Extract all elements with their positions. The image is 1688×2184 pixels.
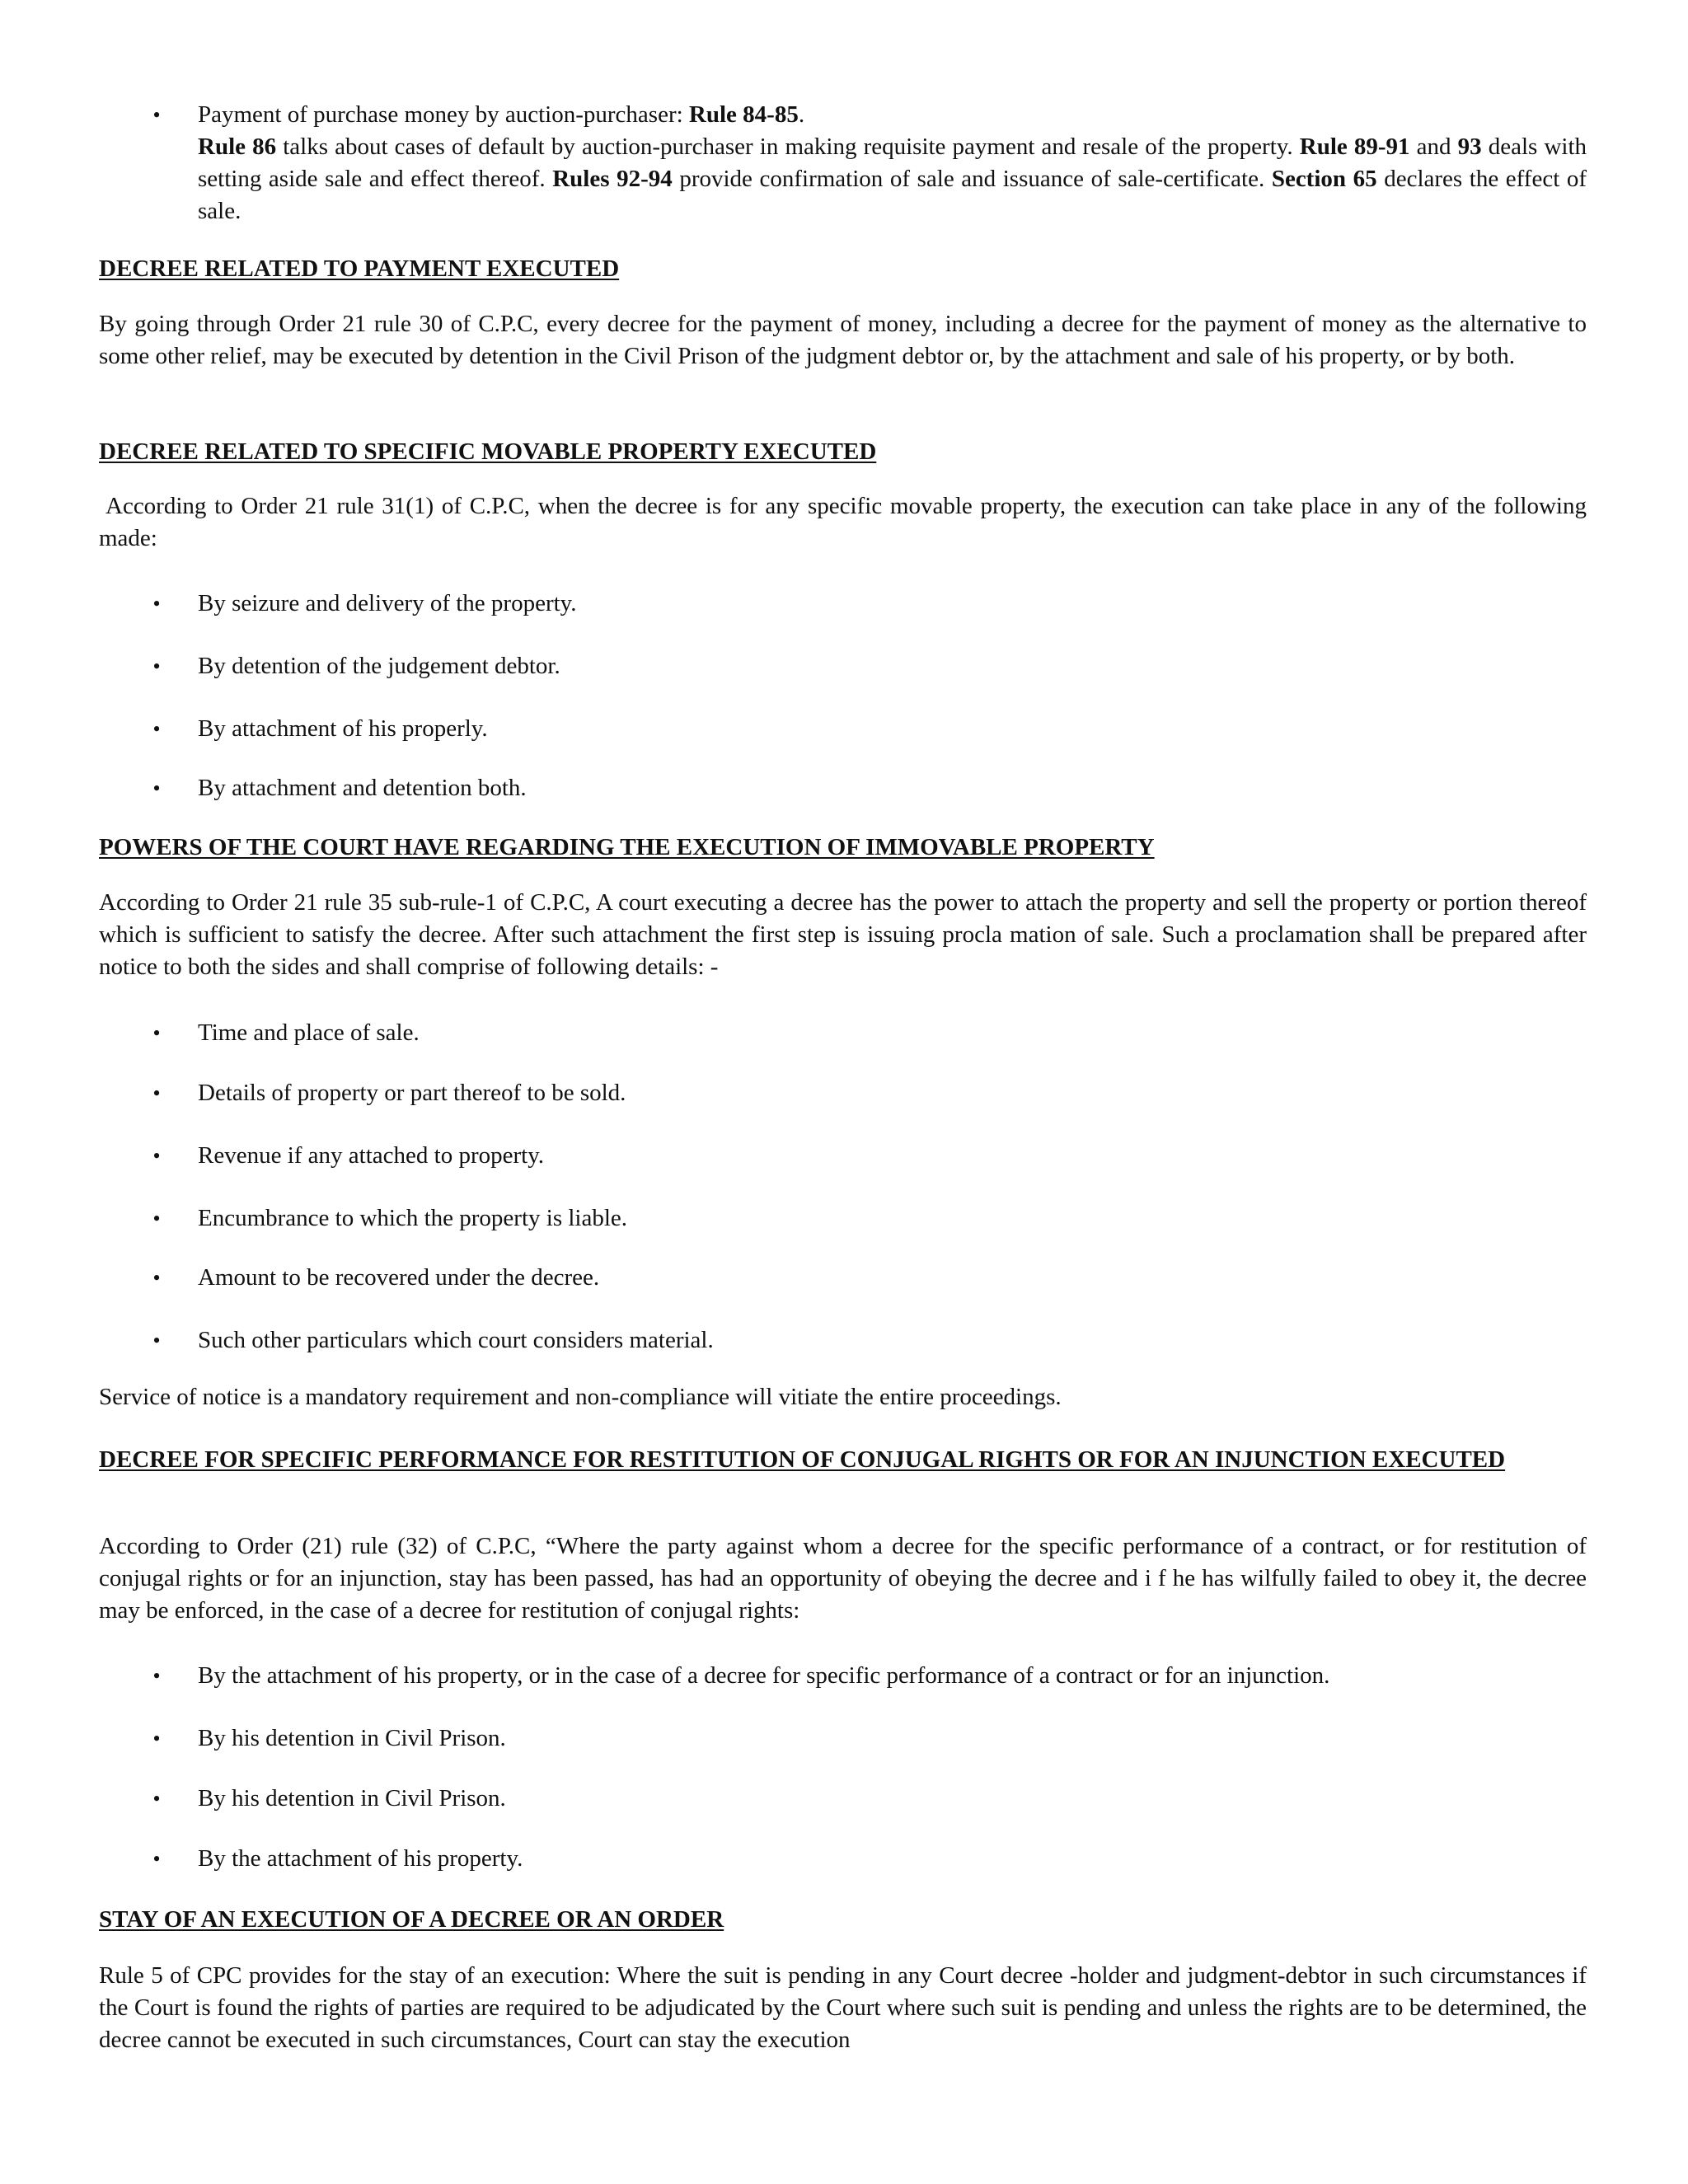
bullet-marker: • (152, 1081, 161, 1105)
bullet-marker: • (152, 776, 161, 800)
rule-89-91-ref: Rule 89-91 (1299, 134, 1410, 160)
paragraph-immovable-text: According to Order 21 rule 35 sub-rule-1 of C.P.C, A court executing a decree has the power to attach the property and sell the property or portion thereof which is sufficient to satisfy the decree. After such attachment the first step is issuing procla mation of sale. Such a proclamation shall be prepared after notice to both the sides and shall comprise of following details: - (99, 889, 1587, 980)
intro-line1-text: Payment of purchase money by auction-purchaser: (198, 101, 689, 128)
list-item-text: Time and place of sale. (198, 1019, 420, 1046)
list-item-text: Such other particulars which court considers material. (198, 1327, 714, 1353)
rule-93-ref: 93 (1457, 134, 1482, 160)
paragraph-movable-text: According to Order 21 rule 31(1) of C.P.C, when the decree is for any specific movable property, the execution can take place in any of the following made: (99, 493, 1587, 551)
list-item-text: By attachment of his properly. (198, 715, 488, 742)
heading-immovable-property: POWERS OF THE COURT HAVE REGARDING THE EXECUTION OF IMMOVABLE PROPERTY (99, 834, 1155, 860)
bullet-marker: • (152, 1144, 161, 1168)
intro-bullet-text (198, 99, 1587, 227)
bullet-marker: • (152, 717, 161, 741)
list-item-text: Details of property or part thereof to be sold. (198, 1080, 626, 1106)
paragraph-payment-text: By going through Order 21 rule 30 of C.P.C, every decree for the payment of money, including a decree for the payment of money as the alternative to some other relief, may be executed by detention in the Civil Prison of the judgment debtor or, by the attachment and sale of his property, or by both. (99, 311, 1587, 369)
bullet-marker: • (152, 1664, 161, 1688)
bullet-marker: • (152, 592, 161, 616)
bullet-marker: • (152, 1847, 161, 1871)
section-65-ref: Section 65 (1271, 166, 1377, 192)
list-item-text: By seizure and delivery of the property. (198, 590, 577, 616)
section-65-text: declares the effect of sale. (198, 166, 1587, 224)
bullet-marker: • (152, 1329, 161, 1352)
paragraph-notice (99, 1381, 1587, 1413)
paragraph-specific-performance (99, 1530, 1587, 1627)
intro-line1-end: . (798, 101, 805, 128)
list-item-text: By detention of the judgement debtor. (198, 653, 560, 679)
list-item-text: By the attachment of his property. (198, 1845, 523, 1872)
paragraph-payment (99, 308, 1587, 373)
paragraph-specific-performance-text: According to Order (21) rule (32) of C.P.C, “Where the party against whom a decree for the specific performance of a contract, or for restitution of conjugal rights or for an injunction, stay has been passed, has had an opportunity of obeying the decree and i f he has wilfully failed to obey it, the decree may be enforced, in the case of a decree for restitution of conjugal rights: (99, 1533, 1587, 1624)
bullet-marker: • (152, 1266, 161, 1290)
paragraph-notice-text: Service of notice is a mandatory requirement and non-compliance will vitiate the entire proceedings. (99, 1384, 1062, 1410)
rules-92-94-ref: Rules 92-94 (552, 166, 673, 192)
heading-specific-performance: DECREE FOR SPECIFIC PERFORMANCE FOR RESTITUTION OF CONJUGAL RIGHTS OR FOR AN INJUNCTION EXECUTED (99, 1446, 1506, 1473)
rule-84-85-ref: Rule 84-85 (688, 101, 799, 128)
paragraph-stay-text: Rule 5 of CPC provides for the stay of an execution: Where the suit is pending in any Court decree -holder and judgment-debtor in such circumstances if the Court is found the rights of parties are required to be adjudicated by the Court where such suit is pending and unless the rights are to be determined, the decree cannot be executed in such circumstances, Court can stay the execution (99, 1962, 1587, 2053)
list-item-text: Amount to be recovered under the decree. (198, 1264, 600, 1291)
set-aside-text: deals with setting aside sale and effect thereof. (198, 134, 1587, 192)
bullet-marker: • (152, 1787, 161, 1811)
paragraph-movable-property (99, 490, 1587, 555)
list-item-text: By the attachment of his property, or in the case of a decree for specific performance of a contract or for an injunction. (198, 1662, 1330, 1689)
bullet-marker: • (152, 1727, 161, 1750)
list-item-text: By his detention in Civil Prison. (198, 1785, 506, 1811)
bullet-marker: • (152, 103, 161, 127)
and-text: and (1409, 134, 1458, 160)
rule-86-text: talks about cases of default by auction-purchaser in making requisite payment and resale of the property. (276, 134, 1300, 160)
paragraph-stay-of-execution (99, 1960, 1587, 2056)
bullet-marker: • (152, 1207, 161, 1230)
paragraph-immovable-property (99, 887, 1587, 983)
heading-payment: DECREE RELATED TO PAYMENT EXECUTED (99, 255, 620, 282)
list-item-text: Encumbrance to which the property is liable. (198, 1205, 628, 1231)
list-item-text: Revenue if any attached to property. (198, 1142, 545, 1169)
bullet-marker: • (152, 1021, 161, 1045)
confirmation-text: provide confirmation of sale and issuance of sale-certificate. (672, 166, 1272, 192)
bullet-marker: • (152, 654, 161, 678)
heading-stay-of-execution: STAY OF AN EXECUTION OF A DECREE OR AN ORDER (99, 1906, 724, 1933)
list-item-text: By attachment and detention both. (198, 775, 527, 801)
heading-movable-property: DECREE RELATED TO SPECIFIC MOVABLE PROPERTY EXECUTED (99, 438, 877, 465)
rule-86-ref: Rule 86 (198, 134, 277, 160)
list-item-text: By his detention in Civil Prison. (198, 1725, 506, 1751)
